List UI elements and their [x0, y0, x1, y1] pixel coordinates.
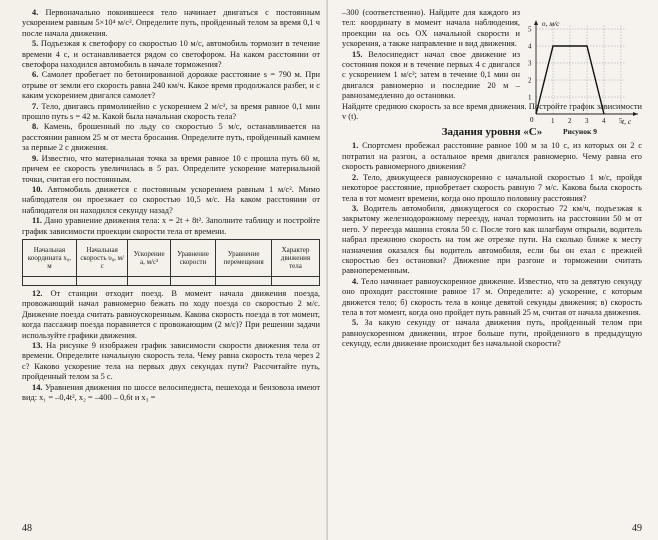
- task-p4: 4. Первоначально покоившееся тело начинает двигаться с постоянным ускорением равным 5×10⁴ м/с². Определите путь, пройденный телом за время 0,1 ч после начала движения.: [22, 8, 320, 38]
- page-number-left: 48: [22, 523, 32, 534]
- task-c3: 3. Водитель автомобиля, движущегося со скоростью 72 км/ч, подъезжая к закрытому железнодорожному переезду, начал тормозить на расстоянии 50 м от него. У переезда машина стояла 50 с. После того как шлагбаум открыли, водитель набрал прежнюю скорость на том же отрезке пути. На сколько ближе к месту назначения оказался бы водитель автомобиля, если бы он ехал с прежней скоростью без остановки? Движение при разгоне и торможении считать равнопеременным.: [342, 203, 642, 276]
- task-p8: 8. Камень, брошенный по льду со скоростью 5 м/с, останавливается на расстоянии равном 25 м от места бросания. Определите путь, пройденный камнем за первые 2 с движения.: [22, 122, 320, 153]
- task-p10: 10. Автомобиль движется с постоянным ускорением равным 1 м/с². Мимо наблюдателя он проезжает со скоростью 10,5 м/с. На каком расстоянии от наблюдателя он находился секунду назад?: [22, 184, 320, 215]
- task-p11: 11. Дано уравнение движения тела: x = 2t + 8t². Заполните таблицу и постройте график зависимости проекции скорости тела от времени.: [22, 216, 321, 236]
- y-tick-label: 3: [528, 59, 532, 68]
- motion-table: [22, 239, 320, 286]
- table-cell-5: [216, 276, 272, 285]
- y-tick-label: 4: [528, 42, 532, 51]
- table-header-1: Начальная координата x₀, м: [23, 239, 77, 276]
- table-header-3: Ускорение a, м/с²: [128, 239, 170, 276]
- task-p14: 14. Уравнения движения по шоссе велосипедиста, пешехода и бензовоза имеют вид: x₁ = –0,4t², x₂ = –400 – 0,6t и x₃ =: [22, 382, 320, 402]
- task-15-end: Найдите среднюю скорость за все время движения. Постройте график зависимости v (t).: [342, 101, 642, 122]
- table-cell-3: [128, 276, 170, 285]
- y-tick-label: 1: [528, 93, 532, 102]
- task-c5: 5. За какую секунду от начала движения путь, пройденный телом при равноускоренном движении, втрое больше пути, пройденного в предыдущую секунду, если движение происходит без начальной скорости?: [342, 318, 643, 349]
- y-tick-label: 5: [528, 25, 532, 34]
- task-p9: 9. Известно, что материальная точка за время равное 10 с прошла путь 60 м, причем ее скорость увеличилась в 5 раз. Определите ускорение материальной точки, считая его постоянным.: [22, 153, 320, 184]
- x-tick-label: 3: [585, 117, 589, 125]
- task-c4: 4. Тело начинает равноускоренное движение. Известно, что за девятую секунду оно проходит расстояние равное 17 м. Определите: а) ускорение, с которым движется тело; б) скорость тела в конце девятой секунды движения; в) скорость тела в тот момент, когда оно пройдет путь равный 25 м, считая от начала движения.: [342, 276, 642, 317]
- table-header-5: Уравнение перемещения: [216, 239, 272, 276]
- x-tick-label: 4: [602, 117, 606, 125]
- x-tick-label: 5: [619, 117, 623, 125]
- origin-label: 0: [530, 116, 534, 124]
- table-cell-2: [76, 276, 128, 285]
- task-p12: 12. От станции отходит поезд. В момент начала движения поезда, провожающий начал равномерно бежать по ходу поезда со скоростью 2 м/с. Движение поезда считать равноускоренным. Какова скорость поезда в тот момент, когда пассажир поезда поравняется с провожающим (2 м/с)? При решении задачи используйте графики движения.: [22, 288, 321, 340]
- table-cell-6: [271, 276, 319, 285]
- task-p13: 13. На рисунке 9 изображен график зависимости скорости движения тела от времени. Определите начальную скорость тела. Чему равна скорость тела через 2 с? Каково ускорение тела на первых двух секундах пути? Рассчитайте путь, пройденный телом за 5 с.: [22, 340, 321, 382]
- table-header-2: Начальная скорость υ₀, м/с: [76, 239, 128, 276]
- task-c2: 2. Тело, движущееся равноускоренно с начальной скоростью 1 м/с, пройдя некоторое расстояние, приобретает скорость равную 7 м/с. Какова была скорость тела в тот момент времени, когда оно прошло половину расстояния?: [342, 172, 643, 203]
- table-header-4: Уравнение скорости: [170, 239, 216, 276]
- x-tick-label: 2: [568, 117, 572, 125]
- x-axis-label: t, с: [622, 117, 632, 126]
- task-c1: 1. Спортсмен пробежал расстояние равное 100 м за 10 с, из которых он 2 с потратил на разгон, а остальное время двигался равномерно. Чему равна его скорость равномерного движения?: [342, 141, 642, 172]
- y-tick-label: 2: [528, 76, 532, 85]
- x-axis-arrow: [633, 112, 638, 116]
- table-cell-1: [23, 276, 77, 285]
- table-header-6: Характер движения тела: [271, 239, 319, 276]
- table-cell-4: [170, 276, 216, 285]
- task-p6: 6. Самолет пробегает по бетонированной дорожке расстояние s = 790 м. При отрыве от земли его скорость равна 240 км/ч. Какое время продолжался разбег, и с каким ускорением двигался самолет?: [22, 70, 321, 101]
- x-tick-label: 1: [551, 117, 555, 125]
- right-page: [328, 0, 658, 540]
- velocity-graph: [518, 14, 642, 126]
- figure-9: [518, 14, 642, 136]
- section-title: Задания уровня «С»: [441, 126, 543, 139]
- figure-caption: Рисунок 9: [563, 127, 597, 136]
- task-15: 15. Велосипедист начал свое движение из состояния покоя и в течение первых 4 с двигался с ускорением 1 м/с²; затем в течение 0,1 мин он двигался равномерно и последние 20 м – равнозамедленно до остановки.: [342, 49, 520, 101]
- task-p5: 5. Подъезжая к светофору со скоростью 10 м/с, автомобиль тормозит в течение времени 4 с, и останавливается рядом со светофором. На каком расстоянии от светофора находился автомобиль в начале торможения?: [22, 39, 321, 70]
- y-axis-arrow: [534, 20, 538, 25]
- y-axis-label: υ, м/с: [542, 19, 560, 28]
- page-number-right: 49: [632, 523, 642, 534]
- task-14-continuation: –300 (соответственно). Найдите для каждого из тел: координату в момент начала наблюдения, проекции на ось OX начальной скорости и ускорения, а также направление и вид движения.: [342, 8, 520, 49]
- left-page: [0, 0, 328, 540]
- task-p7: 7. Тело, двигаясь прямолинейно с ускорением 2 м/с², за время равное 0,1 мин прошло путь s = 42 м. Какой была начальная скорость тела?: [22, 101, 321, 122]
